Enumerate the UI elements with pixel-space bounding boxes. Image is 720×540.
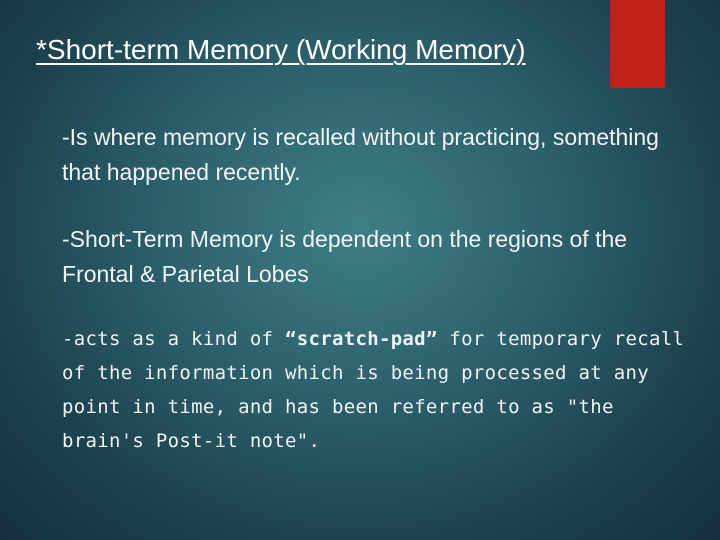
slide-title: *Short-term Memory (Working Memory) bbox=[36, 34, 526, 65]
paragraph-scratch-pad-lead: -acts as a kind of bbox=[62, 328, 286, 350]
paragraph-scratch-pad bbox=[62, 322, 702, 458]
paragraph-scratch-pad-rest: for temporary recall of the information which is being processed at any point in time, and has been referred to as "the brain's Post-it note". bbox=[62, 328, 685, 452]
scratch-pad-term: “scratch-pad” bbox=[285, 328, 438, 350]
paragraph-recall: -Is where memory is recalled without practicing, something that happened recently. bbox=[62, 124, 659, 185]
paragraph-regions: -Short-Term Memory is dependent on the regions of the Frontal & Parietal Lobes bbox=[62, 226, 628, 287]
